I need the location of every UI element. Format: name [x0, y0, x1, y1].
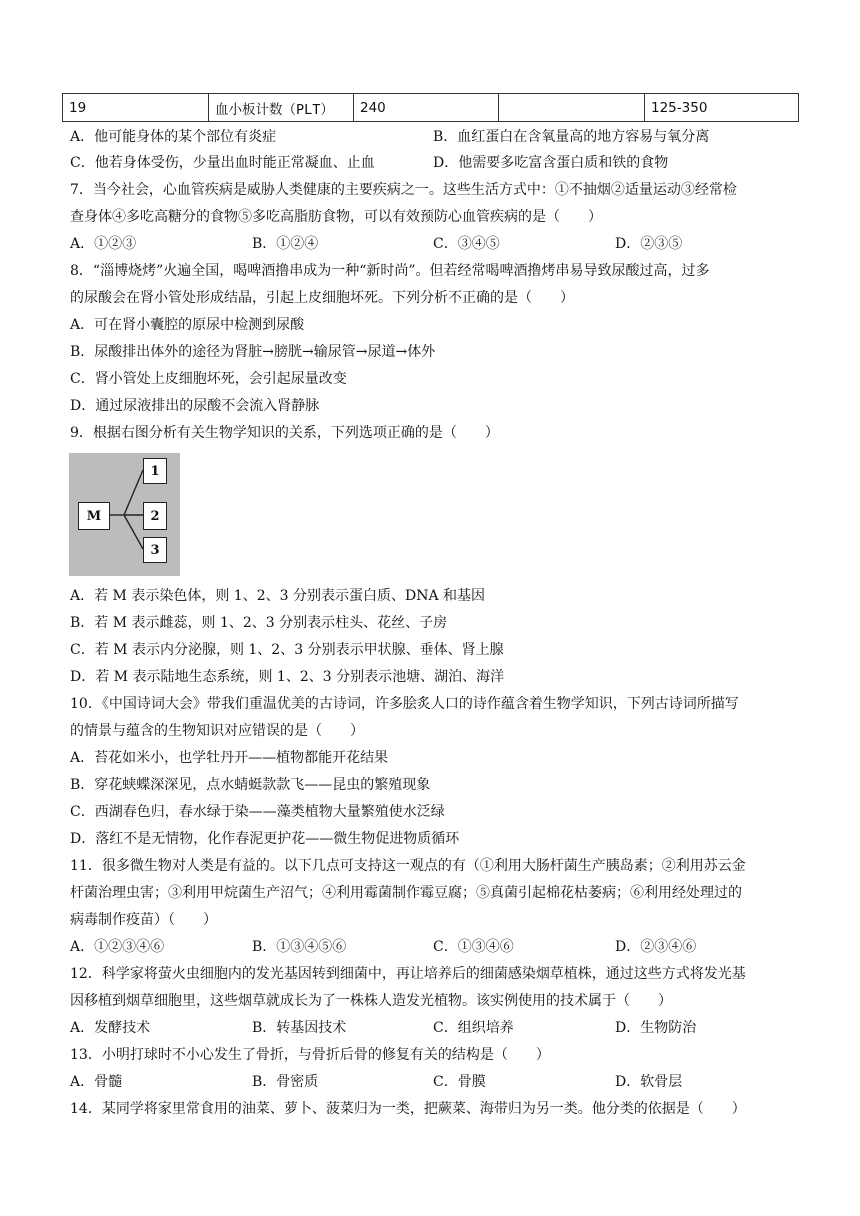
q11-stem-line3: 病毒制作疫苗）（ ） — [70, 912, 217, 928]
q11-option-d: D．②③④⑥ — [615, 939, 697, 955]
q9-option-c: C．若 M 表示内分泌腺，则 1、2、3 分别表示甲状腺、垂体、肾上腺 — [70, 642, 504, 658]
q13-option-c: C．骨膜 — [433, 1074, 486, 1090]
q6-option-a: A．他可能身体的某个部位有炎症 — [70, 129, 277, 145]
q10-option-b: B．穿花蛱蝶深深见，点水蜻蜓款款飞——昆虫的繁殖现象 — [70, 777, 431, 793]
q9-option-a: A．若 M 表示染色体，则 1、2、3 分别表示蛋白质、DNA 和基因 — [70, 588, 486, 604]
q8-option-d: D．通过尿液排出的尿酸不会流入肾静脉 — [70, 398, 320, 414]
table-cell-value: 240 — [354, 94, 499, 122]
q11-stem-line1: 11．很多微生物对人类是有益的。以下几点可支持这一观点的有（①利用大肠杆菌生产胰岛素；②利用苏云金 — [70, 858, 746, 874]
q11-stem-line2: 杆菌治理虫害；③利用甲烷菌生产沼气；④利用霉菌制作霉豆腐；⑤真菌引起棉花枯萎病；⑥利用经处理过的 — [70, 885, 742, 901]
q10-option-d: D．落红不是无情物，化作春泥更护花——微生物促进物质循环 — [70, 831, 460, 847]
q10-stem-line1: 10．《中国诗词大会》带我们重温优美的古诗词，许多脍炙人口的诗作蕴含着生物学知识，下列古诗词所描写 — [70, 696, 739, 712]
q12-option-a: A．发酵技术 — [70, 1020, 151, 1036]
q13-option-b: B．骨密质 — [252, 1074, 319, 1090]
table-cell-item: 血小板计数（PLT） — [209, 94, 354, 122]
q11-option-a: A．①②③④⑥ — [70, 939, 165, 955]
q12-option-b: B．转基因技术 — [252, 1020, 347, 1036]
table-row — [63, 94, 799, 122]
q7-option-d: D．②③⑤ — [615, 236, 683, 252]
q6-option-b: B．血红蛋白在含氧量高的地方容易与氧分离 — [433, 129, 710, 145]
diagram-node-3: 3 — [143, 537, 167, 563]
q7-option-c: C．③④⑤ — [433, 236, 500, 252]
q8-option-c: C．肾小管处上皮细胞坏死，会引起尿量改变 — [70, 371, 347, 387]
q6-option-d: D．他需要多吃富含蛋白质和铁的食物 — [433, 155, 669, 171]
q6-option-c: C．他若身体受伤，少量出血时能正常凝血、止血 — [70, 155, 375, 171]
table-cell-index: 19 — [63, 94, 209, 122]
q7-option-a: A．①②③ — [70, 236, 137, 252]
diagram-node-1: 1 — [143, 458, 167, 484]
q12-option-d: D．生物防治 — [615, 1020, 697, 1036]
q10-option-c: C．西湖春色归，春水绿于染——藻类植物大量繁殖使水泛绿 — [70, 804, 445, 820]
diagram-node-2: 2 — [143, 502, 167, 530]
q13-option-a: A．骨髓 — [70, 1074, 123, 1090]
m-branch-diagram — [69, 453, 180, 576]
q10-stem-line2: 的情景与蕴含的生物知识对应错误的是（ ） — [70, 723, 364, 739]
diagram-node-m: M — [78, 502, 110, 530]
q7-stem-line2: 查身体④多吃高糖分的食物⑤多吃高脂肪食物，可以有效预防心血管疾病的是（ ） — [70, 209, 602, 225]
q11-option-c: C．①③④⑥ — [433, 939, 514, 955]
table-cell-flag — [499, 94, 645, 122]
q12-option-c: C．组织培养 — [433, 1020, 514, 1036]
q12-stem-line2: 因移植到烟草细胞里，这些烟草就成长为了一株株人造发光植物。该实例使用的技术属于（ ） — [70, 993, 672, 1009]
q8-option-b: B．尿酸排出体外的途径为肾脏→膀胱→输尿管→尿道→体外 — [70, 344, 436, 360]
blood-test-table — [62, 93, 799, 122]
q8-stem-line1: 8．“淄博烧烤”火遍全国，喝啤酒撸串成为一种“新时尚”。但若经常喝啤酒撸烤串易导致尿酸过高，过多 — [70, 263, 710, 279]
table-cell-range: 125-350 — [645, 94, 799, 122]
q14-stem: 14．某同学将家里常食用的油菜、萝卜、菠菜归为一类，把蕨菜、海带归为另一类。他分类的依据是（ ） — [70, 1101, 746, 1117]
q9-stem: 9．根据右图分析有关生物学知识的关系，下列选项正确的是（ ） — [70, 425, 499, 441]
q13-option-d: D．软骨层 — [615, 1074, 683, 1090]
q10-option-a: A．苔花如米小，也学牡丹开——植物都能开花结果 — [70, 750, 389, 766]
q8-stem-line2: 的尿酸会在肾小管处形成结晶，引起上皮细胞坏死。下列分析不正确的是（ ） — [70, 290, 574, 306]
q8-option-a: A．可在肾小囊腔的原尿中检测到尿酸 — [70, 317, 305, 333]
q9-option-b: B．若 M 表示雌蕊，则 1、2、3 分别表示柱头、花丝、子房 — [70, 615, 448, 631]
q7-stem-line1: 7．当今社会，心血管疾病是威胁人类健康的主要疾病之一。这些生活方式中：①不抽烟②适量运动③经常检 — [70, 182, 737, 198]
q13-stem: 13．小明打球时不小心发生了骨折，与骨折后骨的修复有关的结构是（ ） — [70, 1047, 550, 1063]
q7-option-b: B．①②④ — [252, 236, 319, 252]
q11-option-b: B．①③④⑤⑥ — [252, 939, 347, 955]
q9-option-d: D．若 M 表示陆地生态系统，则 1、2、3 分别表示池塘、湖泊、海洋 — [70, 669, 505, 685]
q12-stem-line1: 12．科学家将萤火虫细胞内的发光基因转到细菌中，再让培养后的细菌感染烟草植株，通过这些方式将发光基 — [70, 966, 746, 982]
